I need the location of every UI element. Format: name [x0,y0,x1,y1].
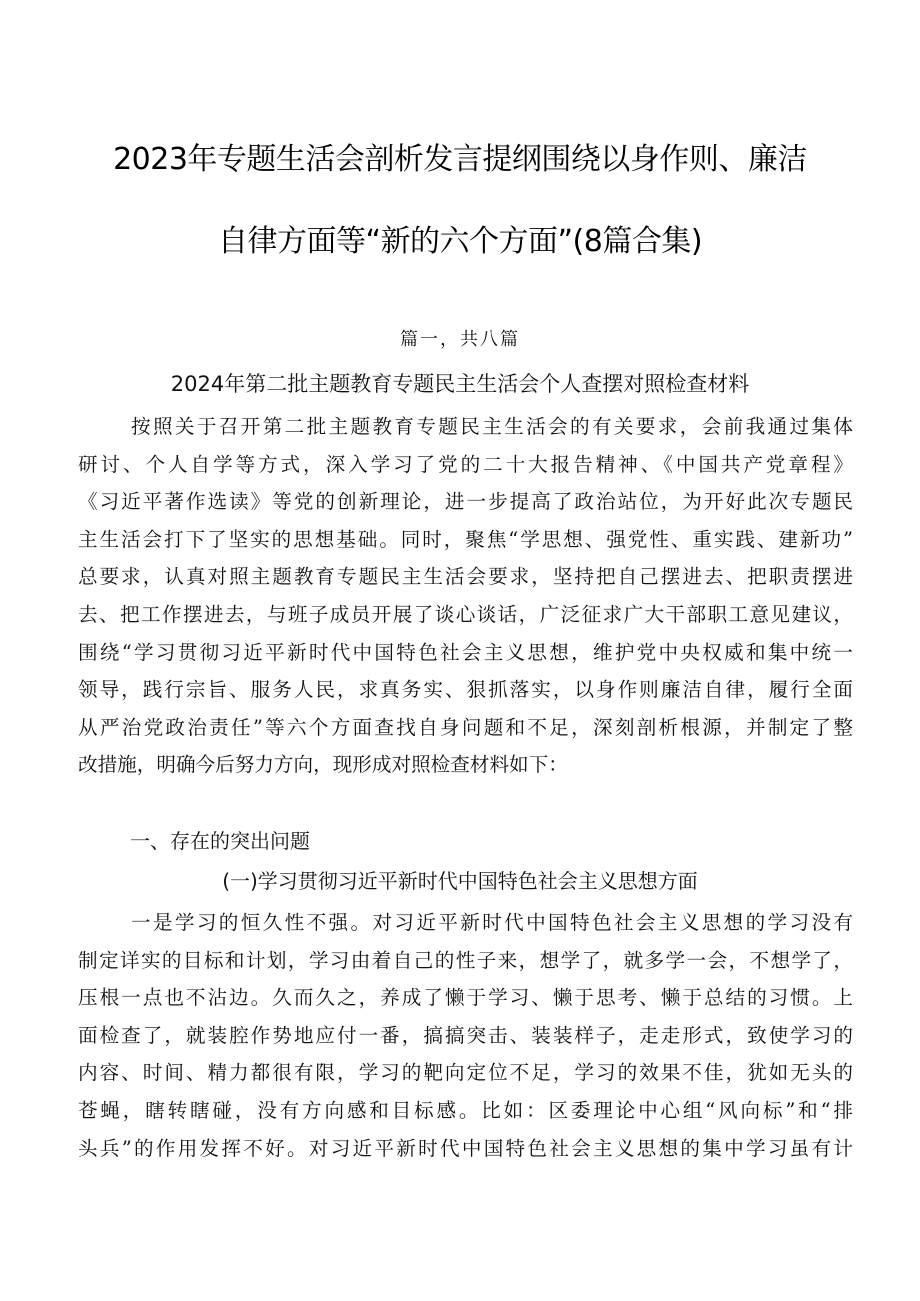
paragraph-line: 苍蝇，瞎转瞎碰，没有方向感和目标感。比如：区委理论中心组“风向标”和“排 [78,1098,853,1122]
paragraph-line: 面检查了，就装腔作势地应付一番，搞搞突击、装装样子，走走形式，致使学习的 [78,1023,853,1047]
paragraph-line: 一是学习的恒久性不强。对习近平新时代中国特色社会主义思想的学习没有 [131,911,853,934]
paragraph-line: 围绕“学习贯彻习近平新时代中国特色社会主义思想，维护党中央权威和集中统一 [78,640,853,664]
part-label: 篇一，共八篇 [400,329,520,350]
section-paragraph [78,904,853,1167]
paragraph-line: 总要求，认真对照主题教育专题民主生活会要求，坚持把自己摆进去、把职责摆进 [78,565,853,589]
paragraph-line: 研讨、个人自学等方式，深入学习了党的二十大报告精神、《中国共产党章程》 [78,452,853,476]
paragraph-line: 头兵”的作用发挥不好。对习近平新时代中国特色社会主义思想的集中学习虽有计 [78,1136,853,1160]
paragraph-line: 领导，践行宗旨、服务人民，求真务实、狠抓落实，以身作则廉洁自律，履行全面 [78,678,853,702]
paragraph-line: 去、把工作摆进去，与班子成员开展了谈心谈话，广泛征求广大干部职工意见建议， [78,602,853,626]
paragraph-line: 从严治党政治责任”等六个方面查找自身问题和不足，深刻剖析根源，并制定了整 [78,715,853,739]
paragraph-line: 改措施，明确今后努力方向，现形成对照检查材料如下： [78,753,568,777]
intro-paragraph [78,408,853,784]
document-title-line-1: 2023年专题生活会剖析发言提纲围绕以身作则、廉洁 [113,142,807,177]
paragraph-line: 压根一点也不沾边。久而久之，养成了懒于学习、懒于思考、懒于总结的习惯。上 [78,986,853,1010]
paragraph-line: 按照关于召开第二批主题教育专题民主生活会的有关要求，会前我通过集体 [131,415,853,438]
sub-heading: (一)学习贯彻习近平新时代中国特色社会主义思想方面 [222,869,698,893]
paragraph-line: 内容、时间、精力都很有限，学习的靶向定位不足，学习的效果不佳，犹如无头的 [78,1061,853,1085]
document-title-line-2: 自律方面等“新的六个方面”(8篇合集) [217,224,703,259]
paragraph-line: 制定详实的目标和计划，学习由着自己的性子来，想学了，就多学一会，不想学了， [78,948,853,972]
paragraph-line: 《习近平著作选读》等党的创新理论，进一步提高了政治站位，为开好此次专题民 [78,490,853,514]
paragraph-line: 主生活会打下了坚实的思想基础。同时，聚焦“学思想、强党性、重实践、建新功” [78,527,853,551]
document-subtitle: 2024年第二批主题教育专题民主生活会个人查摆对照检查材料 [170,372,750,396]
section-heading: 一、存在的突出问题 [130,829,310,853]
